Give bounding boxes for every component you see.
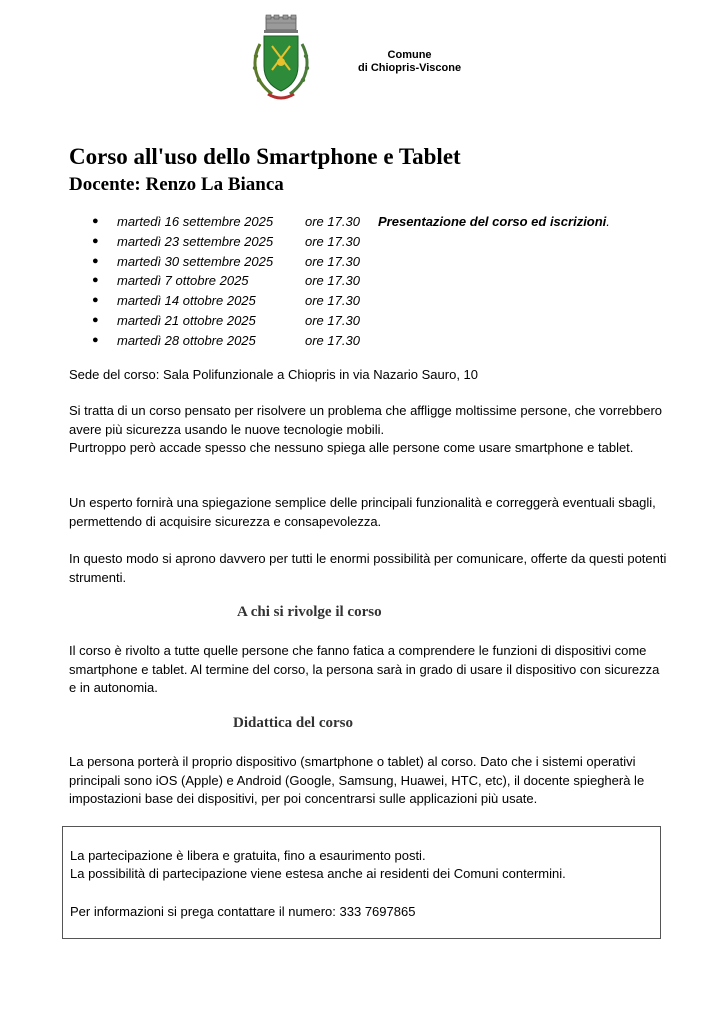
intro-paragraph-1: Si tratta di un corso pensato per risolvere un problema che affligge moltissime persone, che vorrebbero avere più sicurezza usando le nuove tecnologie mobili. <box>69 403 663 437</box>
schedule-note <box>378 212 610 232</box>
schedule-date: martedì 28 ottobre 2025 <box>117 332 256 348</box>
bullet-icon: ● <box>92 274 99 287</box>
teacher-line: Docente: Renzo La Bianca <box>69 174 284 195</box>
bullet-icon: ● <box>92 294 99 307</box>
schedule-time: ore 17.30 <box>305 332 360 348</box>
info-line-contact: Per informazioni si prega contattare il numero: 333 7697865 <box>70 904 416 919</box>
schedule-time: ore 17.30 <box>305 253 360 269</box>
bullet-icon: ● <box>92 254 99 267</box>
info-line-residents: La possibilità di partecipazione viene estesa anche ai residenti dei Comuni contermini. <box>70 866 566 881</box>
schedule-time: ore 17.30 <box>305 214 360 229</box>
intro-paragraph-4: In questo modo si aprono davvero per tutti le enormi possibilità per comunicare, offerte da questi potenti strumenti. <box>69 551 667 585</box>
bullet-icon: ● <box>92 333 99 346</box>
didactics-text: La persona porterà il proprio dispositivo (smartphone o tablet) al corso. Dato che i sistemi operativi principali sono iOS (Apple) e Android (Google, Samsung, Huawei, HTC, etc), il docente spiegherà le impostazioni base dei dispositivi, per poi concentrarsi sulle applicazioni più usate. <box>69 754 645 807</box>
schedule-date: martedì 21 ottobre 2025 <box>117 312 256 328</box>
schedule-date: martedì 30 settembre 2025 <box>117 253 274 269</box>
didactics-heading: Didattica del corso <box>233 715 353 731</box>
intro-paragraph-2: Purtroppo però accade spesso che nessuno spiega alle persone come usare smartphone e tablet. <box>69 440 634 455</box>
bullet-icon: ● <box>92 313 99 326</box>
info-line-participation: La partecipazione è libera e gratuita, fino a esaurimento posti. <box>70 848 426 863</box>
schedule-time: ore 17.30 <box>305 273 360 289</box>
schedule-time: ore 17.30 <box>305 293 360 309</box>
audience-heading: A chi si rivolge il corso <box>237 604 382 620</box>
bullet-icon: ● <box>92 215 99 227</box>
venue-text: Sede del corso: Sala Polifunzionale a Chiopris in via Nazario Sauro, 10 <box>69 367 479 382</box>
schedule-date: martedì 16 settembre 2025 <box>117 214 274 229</box>
schedule-time: ore 17.30 <box>305 233 360 249</box>
schedule-note-suffix: . <box>606 214 610 229</box>
municipality-line-2: di Chiopris-Viscone <box>358 62 462 74</box>
schedule-time: ore 17.30 <box>305 312 360 328</box>
municipality-line-1: Comune <box>387 49 432 61</box>
bullet-icon: ● <box>92 234 99 247</box>
schedule-date: martedì 14 ottobre 2025 <box>117 293 256 309</box>
intro-paragraph-3: Un esperto fornirà una spiegazione semplice delle principali funzionalità e correggerà eventuali sbagli, permettendo di acquisire sicurezza e consapevolezza. <box>69 495 656 529</box>
info-box <box>62 826 661 939</box>
coat-of-arms-icon <box>250 14 312 104</box>
schedule-date: martedì 23 settembre 2025 <box>117 233 274 249</box>
municipality-name <box>358 49 461 75</box>
schedule-date: martedì 7 ottobre 2025 <box>117 273 249 289</box>
course-title: Corso all'uso dello Smartphone e Tablet <box>69 144 461 169</box>
schedule-note-text: Presentazione del corso ed iscrizioni <box>378 214 607 229</box>
audience-text: Il corso è rivolto a tutte quelle persone che fanno fatica a comprendere le funzioni di dispositivi come smartphone e tablet. Al termine del corso, la persona sarà in grado di usare il dispositivo con sicurezza e in autonomia. <box>69 643 660 696</box>
